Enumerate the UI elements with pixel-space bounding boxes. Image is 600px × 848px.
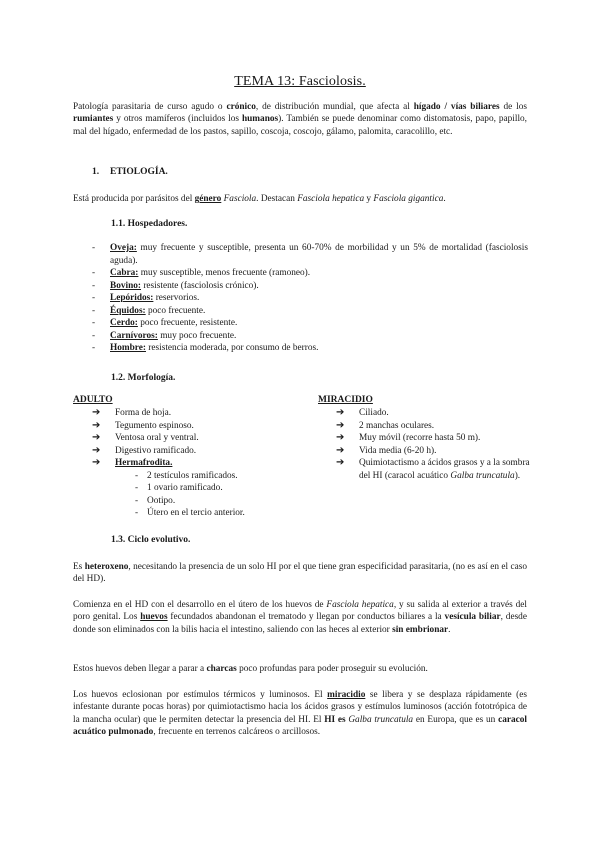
intro-bold-4: humanos xyxy=(241,114,279,125)
miracidio-heading: MIRACIDIO xyxy=(318,395,373,405)
page-title: TEMA 13: Fasciolosis. xyxy=(234,74,366,89)
host-text: muy susceptible, menos frecuente (ramoneo). xyxy=(138,268,311,278)
list-item: ➔ Forma de hoja. xyxy=(92,407,172,418)
arrow-icon: ➔ xyxy=(336,407,345,418)
etiology-text-1: Está producida por parásitos del xyxy=(73,194,195,204)
cycle-paragraph-3: Estos huevos deben llegar a parar a charcas poco profundas para poder proseguir su evolución. xyxy=(73,664,428,674)
adult-list xyxy=(92,407,312,520)
subsection-ciclo: 1.3. Ciclo evolutivo. xyxy=(111,535,191,545)
etiology-paragraph xyxy=(73,193,527,205)
list-item: - Bovino: resistente (fasciolosis crónico). xyxy=(92,280,259,291)
host-name: Oveja: xyxy=(110,243,137,253)
intro-text-3: de los xyxy=(499,102,527,112)
hosts-list xyxy=(92,242,528,355)
etiology-text-4: . xyxy=(443,194,446,204)
list-item: - Lepóridos: reservorios. xyxy=(92,293,200,303)
list-item: - Útero en el tercio anterior. xyxy=(135,508,245,518)
arrow-icon: ➔ xyxy=(336,444,345,456)
host-text: poco frecuente. xyxy=(145,305,206,316)
arrow-icon: ➔ xyxy=(336,432,345,443)
etiology-text-2: . Destacan xyxy=(256,194,298,204)
arrow-icon: ➔ xyxy=(92,419,101,431)
arrow-icon: ➔ xyxy=(336,419,345,431)
list-item: - Carnívoros: muy poco frecuente. xyxy=(92,330,237,341)
list-item: ➔ Ciliado. xyxy=(336,407,389,418)
etiology-italic-2: Fasciola hepatica xyxy=(297,194,365,204)
intro-text-4: y otros mamíferos (incluidos los xyxy=(113,114,242,125)
host-name: Cerdo: xyxy=(110,318,138,328)
host-name: Cabra: xyxy=(110,268,139,278)
intro-text-1: Patología parasitaria de curso agudo o xyxy=(73,102,227,112)
host-text: muy poco frecuente. xyxy=(157,330,237,341)
cycle-paragraph-2: Comienza en el HD con el desarrollo en el útero de los huevos de Fasciola hepatica, y su salida al exterior a través del poro genital. Los huevos fecundados abandonan el trematodo y llegan por conductos biliares a la vesícula biliar, desde donde son eliminados con la bilis hacia el intestino, saliendo con las heces al exterior sin embrionar. xyxy=(73,600,527,635)
list-item: - Équidos: poco frecuente. xyxy=(92,305,206,316)
arrow-icon: ➔ xyxy=(92,457,101,468)
intro-bold-2: hígado / vías biliares xyxy=(413,102,500,112)
list-item: - 2 testículos ramificados. xyxy=(135,470,238,481)
host-name: Hombre: xyxy=(110,343,146,353)
host-name: Équidos: xyxy=(110,305,146,316)
miracidio-list xyxy=(336,407,530,482)
etiology-text-3: y xyxy=(364,194,374,204)
arrow-icon: ➔ xyxy=(336,457,345,468)
list-item: - Ootipo. xyxy=(135,495,176,506)
list-item xyxy=(92,457,312,520)
intro-bold-3: rumiantes xyxy=(73,114,114,125)
subsection-hospedadores: 1.1. Hospedadores. xyxy=(111,219,188,229)
intro-bold-1: crónico xyxy=(226,102,256,112)
subsection-morfologia: 1.2. Morfología. xyxy=(111,373,176,383)
arrow-icon: ➔ xyxy=(92,432,101,443)
arrow-icon: ➔ xyxy=(92,444,101,456)
list-item: ➔ Ventosa oral y ventral. xyxy=(92,432,199,443)
cycle-paragraph-1: Es heteroxeno, necesitando la presencia de un solo HI por el que tiene gran especificidad parasitaria, (no es así en el caso del HD). xyxy=(73,562,528,585)
hermafrodita-label: Hermafrodita. xyxy=(115,458,173,468)
list-item: - 1 ovario ramificado. xyxy=(135,483,223,493)
host-name: Carnívoros: xyxy=(110,330,158,341)
arrow-icon: ➔ xyxy=(92,407,101,418)
etiology-bold-1: género xyxy=(194,194,222,204)
host-name: Lepóridos: xyxy=(110,293,154,303)
list-item: ➔ Muy móvil (recorre hasta 50 m). xyxy=(336,432,481,443)
section-number: 1. xyxy=(92,167,100,177)
host-text: muy frecuente y susceptible, presenta un 60-70% de morbilidad y un 5% de mortalidad (fasciolosis aguda). xyxy=(110,243,528,266)
list-item: - Cabra: muy susceptible, menos frecuente (ramoneo). xyxy=(92,268,311,278)
cycle-paragraph-4: Los huevos eclosionan por estímulos térmicos y luminosos. El miracidio se libera y se desplaza rápidamente (es infestante durante pocas horas) por quimiotactismo hacia los ácidos grasos y estímulos luminosos (acción fototrópica de la mancha ocular) que le permiten detectar la presencia del HI. El HI es Galba truncatula en Europa, que es un caracol acuático pulmonado, frecuente en terrenos calcáreos o arcillosos. xyxy=(73,690,528,738)
host-text: reservorios. xyxy=(153,293,200,303)
list-item: ➔ 2 manchas oculares. xyxy=(336,419,435,431)
list-item: - Oveja: muy frecuente y susceptible, presenta un 60-70% de morbilidad y un 5% de mortalidad (fasciolosis aguda). xyxy=(92,243,528,266)
list-item: ➔ Vida media (6-20 h). xyxy=(336,444,437,456)
intro-paragraph xyxy=(73,101,527,138)
hermafrodita-sublist xyxy=(115,470,312,520)
etiology-italic-1: Fasciola xyxy=(223,194,257,204)
section-title: ETIOLOGÍA. xyxy=(110,167,168,177)
list-item: ➔ Tegumento espinoso. xyxy=(92,419,194,431)
intro-text-2: , de distribución mundial, que afecta al xyxy=(255,102,414,112)
section-heading-etiologia xyxy=(92,167,168,177)
adult-heading: ADULTO xyxy=(73,395,113,405)
host-text: resistente (fasciolosis crónico). xyxy=(141,280,259,291)
list-item: ➔ Quimiotactismo a ácidos grasos y a la sombra del HI (caracol acuático Galba truncatula). xyxy=(336,457,530,481)
host-text: poco frecuente, resistente. xyxy=(137,318,238,328)
intro-text-5: ). También se puede denominar como distomatosis, papo, papillo, mal del hígado, enfermedad de los pastos, sapillo, coscoja, coscojo, gálamo, palomita, caracolillo, etc. xyxy=(73,114,527,137)
list-item: ➔ Digestivo ramificado. xyxy=(92,444,197,456)
etiology-italic-3: Fasciola gigantica xyxy=(373,194,444,204)
list-item: - Hombre: resistencia moderada, por consumo de berros. xyxy=(92,343,319,353)
host-name: Bovino: xyxy=(110,280,141,291)
list-item: - Cerdo: poco frecuente, resistente. xyxy=(92,318,238,328)
host-text: resistencia moderada, por consumo de berros. xyxy=(145,343,319,353)
